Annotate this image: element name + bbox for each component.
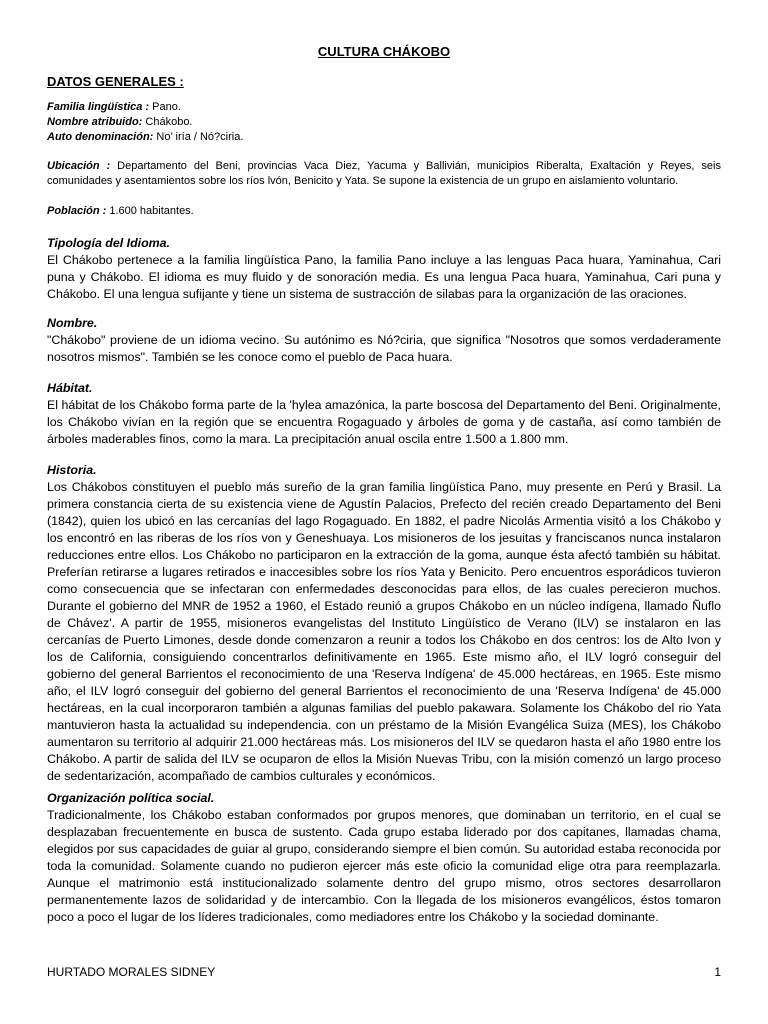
poblacion-value: 1.600 habitantes. [106, 205, 194, 217]
section-body: El hábitat de los Chákobo forma parte de la 'hylea amazónica, la parte boscosa del Departamento del Beni. Originalmente, los Chákobo vivían en la región que se encuentra Rogaguado y árboles de goma y de castaña, así como también de árboles maderables finos, como la mara. La precipitación anual oscila entre 1.500 a 1.800 mm. [47, 398, 721, 446]
section-organizacion [47, 790, 721, 926]
document-page [47, 0, 721, 1024]
section-historia [47, 462, 721, 785]
section-body: El Chákobo pertenece a la familia lingüística Pano, la familia Pano incluye a las lenguas Paca huara, Yaminahua, Cari puna y Chákobo. El idioma es muy fluido y de sonoración media. Es una lengua Paca huara, Yaminahua, Cari puna y Chákobo. El una lengua sufijante y tiene un sistema de sustracción de silabas para la organización de las oraciones. [47, 253, 721, 301]
section-habitat [47, 380, 721, 448]
familia-value: Pano. [149, 101, 181, 113]
section-body: "Chákobo" proviene de un idioma vecino. Su autónimo es Nó?ciria, que significa "Nosotros que somos verdaderamente nosotros mismos". También se les conoce como el pueblo de Paca huara. [47, 333, 721, 364]
ubicacion-value: Departamento del Beni, provincias Vaca Diez, Yacuma y Ballivián, municipios Riberalta, Exaltación y Reyes, seis comunidades y asentamientos sobre los ríos lvón, Benicito y Yata. Se supone la existencia de un grupo en aislamiento voluntario. [47, 160, 721, 187]
section-body: Los Chákobos constituyen el pueblo más sureño de la gran familia lingüística Pano, muy presente en Perú y Brasil. La primera constancia cierta de su existencia viene de Agustín Palacios, Prefecto del recién creado Departamento del Beni (1842), quien los ubicó en las cercanías del lago Rogaguado. En 1882, el padre Nicolás Armentia visitó a los Chákobo y los encontró en las riberas de los ríos von y Geneshuaya. Los misioneros de los jesuitas y franciscanos nunca instalaron reducciones entre ellos. Los Chákobo no participaron en la extracción de la goma, aunque ésta afectó también su hábitat. Preferían retirarse a lugares retirados e inaccesibles sobre los ríos Yata y Benicito. Pero encuentros esporádicos tuvieron como consecuencia que se infectaran con enfermedades desconocidas para ellos, de las cuales perecieron muchos. Durante el gobierno del MNR de 1952 a 1960, el Estado reunió a grupos Chákobo en un núcleo indígena, llamado Ñuflo de Chávez'. A partir de 1955, misioneros evangelistas del Instituto Lingüístico de Verano (ILV) se instalaron en las cercanías de Puerto Limones, desde donde comenzaron a reunir a todos los Chákobo en dos centros: los de Alto Ivon y los de California, consiguiendo concentrarlos definitivamente en 1965. Este mismo año, el ILV logró conseguir del gobierno del general Barrientos el reconocimiento de una 'Reserva Indígena' de 45.000 hectáreas, en 1965. Este mismo año, el ILV logró conseguir del gobierno del general Barrientos el reconocimiento de una 'Reserva Indígena' de 45.000 hectáreas, en la cual incorporaron también a algunas familias del pueblo pakawara. Solamente los Chákobo del rio Yata mantuvieron hasta la actualidad su independencia. con un préstamo de la Misión Evangélica Suiza (MES), los Chákobo aumentaron su territorio al adquirir 21.000 hectáreas más. Los misioneros del ILV se quedaron hasta el año 1980 entre los Chákobo. A partir de salida del ILV se ocuparon de ellos la Misión Nuevas Tribu, con la misión comenzó un largo proceso de sedentarización, acompañado de cambios culturales y económicos. [47, 480, 721, 783]
nombre-value: Chákobo. [142, 116, 193, 128]
poblacion-row [47, 204, 721, 219]
poblacion-label: Población : [47, 205, 107, 217]
section-body: Tradicionalmente, los Chákobo estaban conformados por grupos menores, que dominaban un territorio, en el cual se desplazaban frecuentemente en busca de sustento. Cada grupo estaba liderado por dos capitanes, llamadas chama, elegidos por sus capacidades de guiar al grupo, considerando siempre el bien común. Su autoridad estaba reconocida por toda la comunidad. Solamente cuando no pudieron ejercer más este oficio la comunidad elige otra para reemplazarla. Aunque el matrimonio está institucionalizado solamente dentro del grupo mismo, otros sectores desarrollaron permanentemente lazos de solidaridad y de intercambio. Con la llegada de los misioneros evangélicos, éstos tomaron poco a poco el lugar de los líderes tradicionales, como mediadores entre los Chákobo y la sociedad dominante. [47, 808, 721, 924]
auto-value: No’ iría / Nó?ciria. [153, 131, 244, 143]
ubicacion-paragraph [47, 159, 721, 189]
section-nombre [47, 315, 721, 366]
section-heading: Historia. [47, 463, 97, 477]
nombre-label: Nombre atribuido: [47, 116, 143, 128]
page-number: 1 [714, 965, 721, 979]
document-title: CULTURA CHÁKOBO [317, 44, 451, 59]
section-heading: Nombre. [47, 316, 98, 330]
section-heading: Hábitat. [47, 381, 93, 395]
general-data-heading: DATOS GENERALES : [47, 74, 184, 89]
familia-label: Familia lingüística : [47, 101, 150, 113]
general-data-list [47, 100, 721, 145]
ubicacion-label: Ubicación : [47, 160, 111, 172]
footer-author: HURTADO MORALES SIDNEY [47, 965, 216, 979]
auto-label: Auto denominación: [47, 131, 154, 143]
nombre-row [47, 115, 721, 130]
section-heading: Organización política social. [47, 791, 215, 805]
familia-row [47, 100, 721, 115]
section-heading: Tipología del Idioma. [47, 236, 170, 250]
section-tipologia [47, 235, 721, 303]
auto-row [47, 130, 721, 145]
